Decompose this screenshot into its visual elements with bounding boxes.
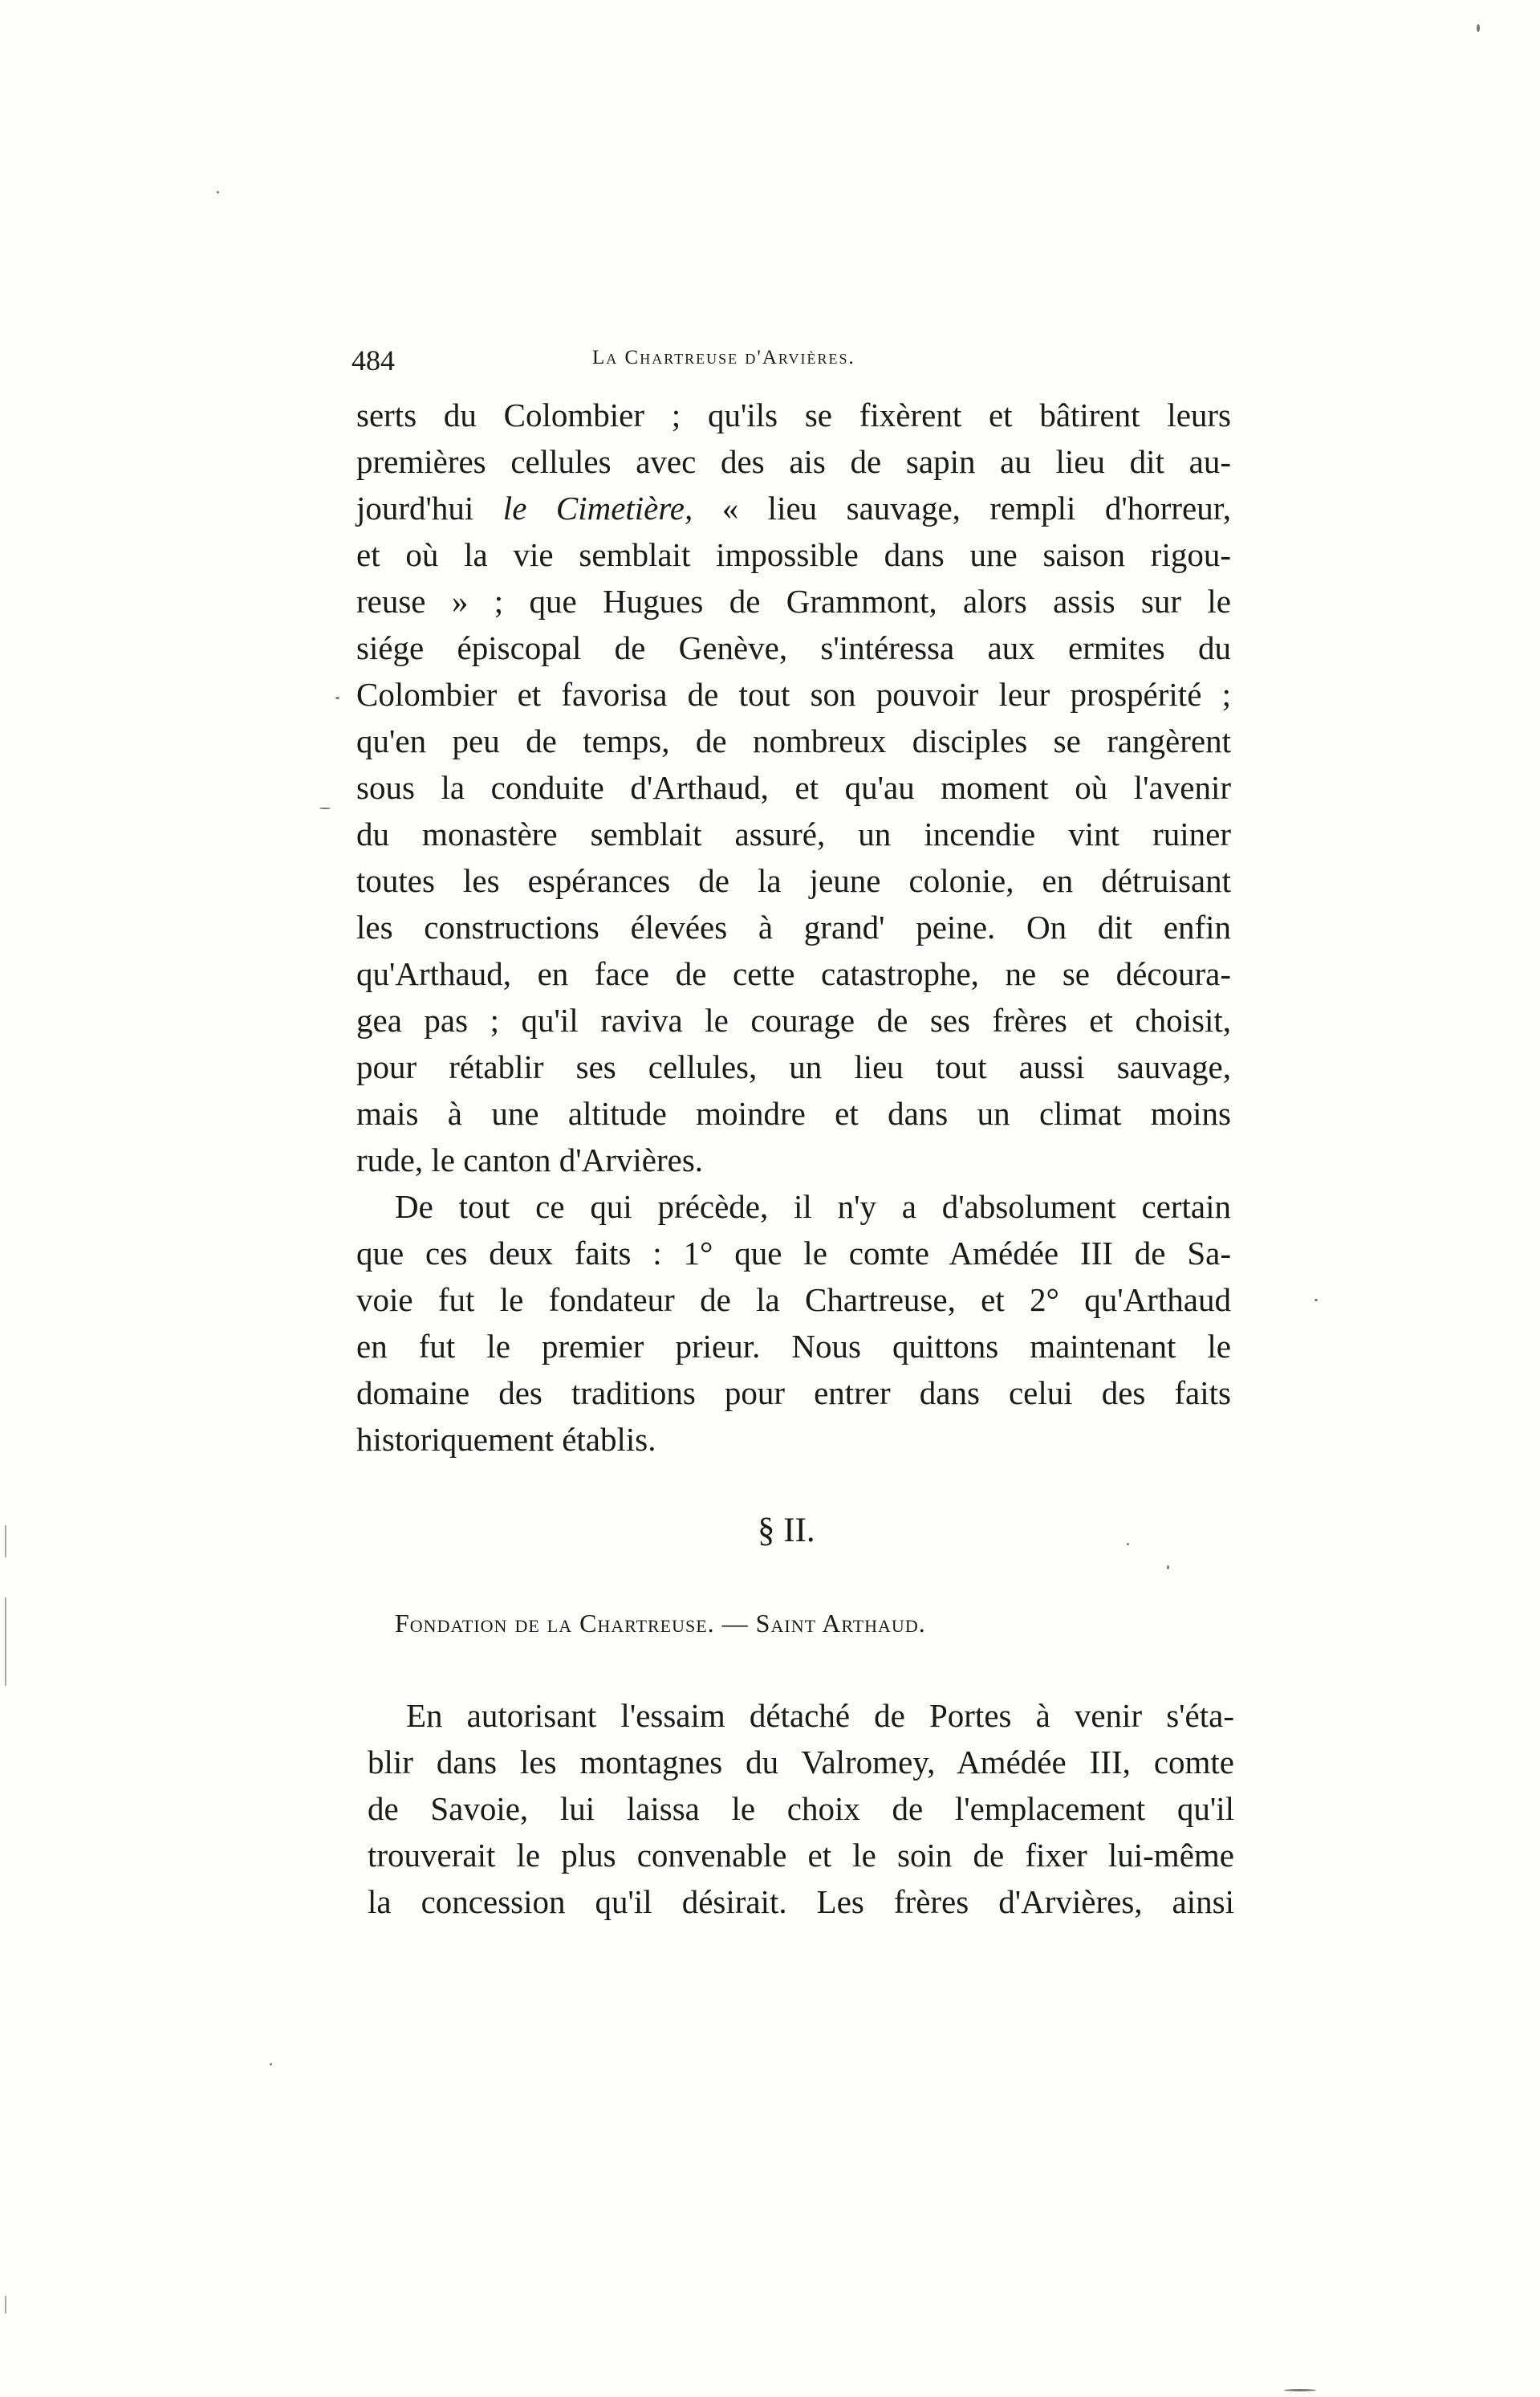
text-line: de Savoie, lui laissa le choix de l'emplacement qu'il — [368, 1790, 1234, 1827]
text-line: trouverait le plus convenable et le soin de fixer lui-même — [368, 1837, 1234, 1874]
text-line: rude, le canton d'Arvières. — [356, 1142, 704, 1178]
text-line: voie fut le fondateur de la Chartreuse, et 2° qu'Arthaud — [356, 1281, 1231, 1318]
text-line: historiquement établis. — [356, 1421, 656, 1458]
paper-speck — [1284, 2389, 1316, 2391]
text-line: En autorisant l'essaim détaché de Portes à venir s'éta- — [406, 1697, 1234, 1734]
scan-edge-mark — [5, 1597, 6, 1686]
text-line: gea pas ; qu'il raviva le courage de ses frères et choisit, — [356, 1002, 1231, 1039]
text-line: qu'en peu de temps, de nombreux disciples se rangèrent — [356, 722, 1231, 759]
text-line: siége épiscopal de Genève, s'intéressa aux ermites du — [356, 629, 1231, 666]
running-title: La Chartreuse d'Arvières. — [592, 347, 855, 368]
running-head — [351, 344, 977, 384]
paper-speck — [1127, 1543, 1129, 1545]
text-line — [356, 485, 1231, 531]
paper-speck — [270, 2063, 272, 2065]
text-line: blir dans les montagnes du Valromey, Amédée III, comte — [368, 1744, 1234, 1780]
text-line: premières cellules avec des ais de sapin au lieu dit au- — [356, 443, 1231, 480]
text-line: domaine des traditions pour entrer dans celui des faits — [356, 1374, 1231, 1411]
main-text — [356, 392, 1231, 1463]
text-line: qu'Arthaud, en face de cette catastrophe, ne se découra- — [356, 955, 1231, 992]
page-number: 484 — [351, 344, 395, 376]
paper-speck — [1167, 1565, 1169, 1569]
text-line: en fut le premier prieur. Nous quittons maintenant le — [356, 1328, 1231, 1365]
paper-speck — [335, 697, 339, 699]
italic-place-name: le Cimetière, — [502, 490, 693, 527]
text-line: que ces deux faits : 1° que le comte Amédée III de Sa- — [356, 1235, 1231, 1272]
section-title: Fondation de la Chartreuse. — Saint Arthaud. — [395, 1609, 926, 1638]
paper-speck — [319, 808, 331, 809]
text-line: reuse » ; que Hugues de Grammont, alors assis sur le — [356, 583, 1231, 620]
text-line: mais à une altitude moindre et dans un climat moins — [356, 1095, 1231, 1132]
section-text — [368, 1692, 1234, 1925]
text-line: De tout ce qui précède, il n'y a d'absolument certain — [395, 1188, 1231, 1225]
text-line: la concession qu'il désirait. Les frères d'Arvières, ainsi — [368, 1883, 1234, 1920]
text-line: Colombier et favorisa de tout son pouvoir leur prospérité ; — [356, 676, 1231, 713]
paper-speck — [1314, 1299, 1318, 1301]
text-line: pour rétablir ses cellules, un lieu tout aussi sauvage, — [356, 1048, 1231, 1085]
scan-edge-mark — [5, 1525, 6, 1557]
text-line: du monastère semblait assuré, un incendie vint ruiner — [356, 816, 1231, 853]
text-line: sous la conduite d'Arthaud, et qu'au moment où l'avenir — [356, 769, 1231, 806]
text-fragment: « lieu sauvage, rempli d'horreur, — [721, 490, 1232, 527]
text-line: et où la vie semblait impossible dans une saison rigou- — [356, 536, 1231, 573]
text-fragment: jourd'hui — [356, 490, 474, 527]
text-line: toutes les espérances de la jeune colonie, en détruisant — [356, 862, 1231, 899]
scan-edge-mark — [5, 2296, 6, 2314]
section-number: § II. — [758, 1512, 815, 1549]
text-line: les constructions élevées à grand' peine. On dit enfin — [356, 909, 1231, 946]
paper-speck — [217, 191, 219, 193]
paper-speck — [1477, 24, 1480, 32]
text-line: serts du Colombier ; qu'ils se fixèrent et bâtirent leurs — [356, 397, 1231, 433]
